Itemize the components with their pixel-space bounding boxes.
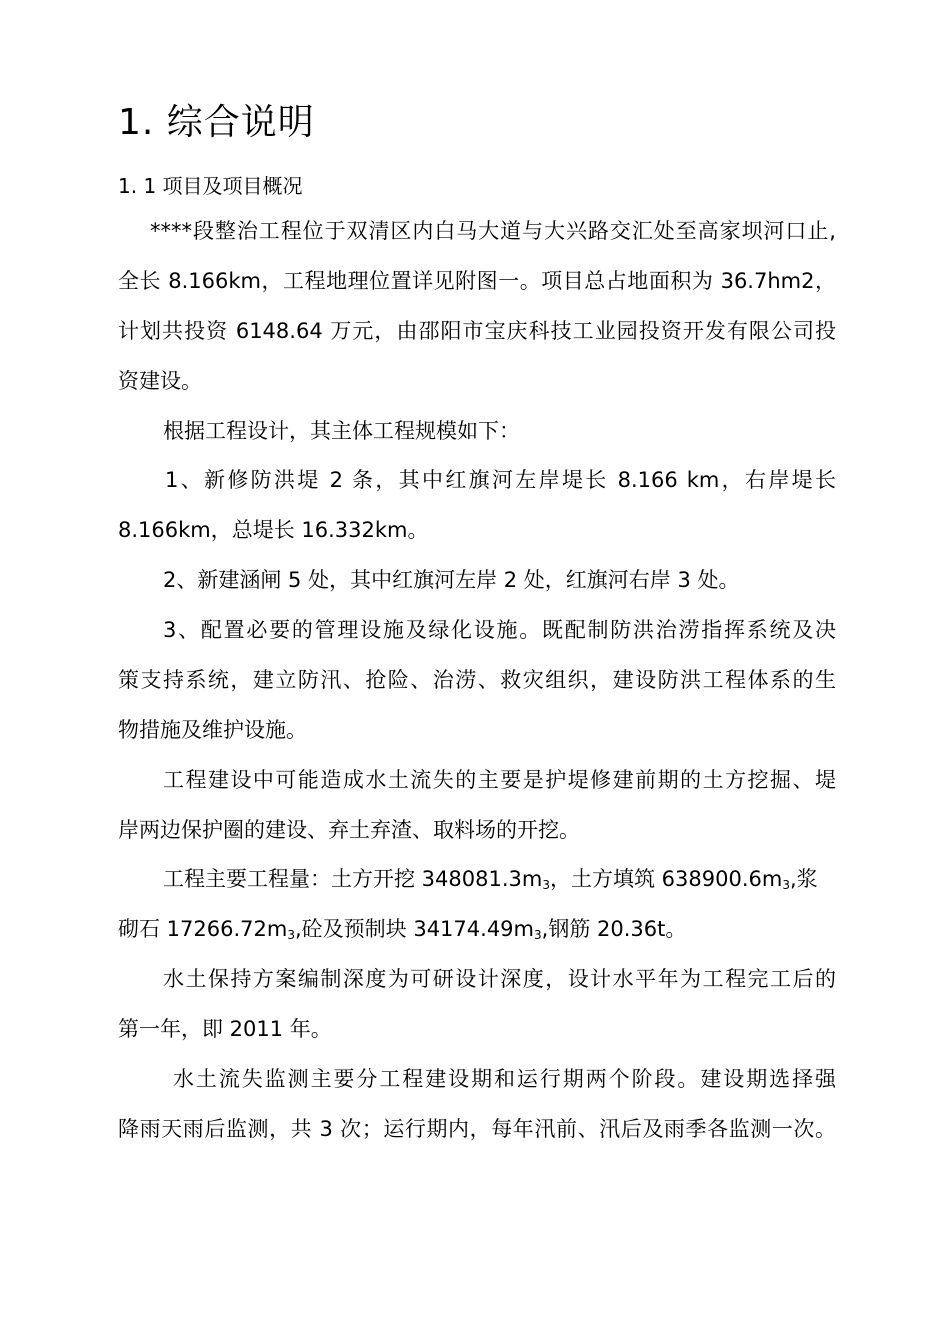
- paragraph-line: 计划共投资 6148.64 万元，由邵阳市宝庆科技工业园投资开发有限公司投: [118, 319, 836, 343]
- paragraph-line: 物措施及维护设施。: [118, 718, 307, 742]
- paragraph-line: 8.166km，总堤长 16.332km。: [118, 518, 429, 542]
- subscript: 3: [287, 928, 295, 942]
- paragraph-line: 资建设。: [118, 369, 202, 393]
- section-heading: 1. 综合说明: [118, 102, 315, 143]
- paragraph-line: 水土保持方案编制深度为可研设计深度，设计水平年为工程完工后的: [163, 967, 836, 991]
- paragraph-line: 策支持系统，建立防汛、抢险、治涝、救灾组织，建设防洪工程体系的生: [118, 668, 836, 692]
- paragraph-line: 降雨天雨后监测，共 3 次；运行期内，每年汛前、汛后及雨季各监测一次。: [118, 1117, 836, 1141]
- paragraph-line: ****段整治工程位于双清区内白马大道与大兴路交汇处至高家坝河口止,: [150, 219, 836, 243]
- text-run: ,钢筋 20.36t。: [541, 917, 687, 941]
- paragraph-line: 2、新建涵闸 5 处，其中红旗河左岸 2 处，红旗河右岸 3 处。: [163, 568, 740, 592]
- paragraph-line: 水土流失监测主要分工程建设期和运行期两个阶段。建设期选择强: [173, 1067, 836, 1091]
- subscript: 3: [534, 928, 542, 942]
- paragraph-line: 全长 8.166km，工程地理位置详见附图一。项目总占地面积为 36.7hm2，: [118, 269, 836, 293]
- text-run: 砌石 17266.72m: [118, 917, 288, 941]
- paragraph-line: 1、新修防洪堤 2 条，其中红旗河左岸堤长 8.166 km，右岸堤长: [165, 468, 836, 492]
- subscript: 3: [542, 878, 550, 892]
- text-run: ，土方填筑 638900.6m: [549, 867, 783, 891]
- text-run: ,浆: [789, 867, 818, 891]
- subsection-heading: 1. 1 项目及项目概况: [118, 174, 303, 198]
- paragraph-line: 第一年，即 2011 年。: [118, 1017, 332, 1041]
- paragraph-line: 根据工程设计，其主体工程规模如下：: [163, 419, 520, 443]
- paragraph-line-quantities: [163, 864, 818, 894]
- subscript: 3: [782, 878, 790, 892]
- paragraph-line: 3、配置必要的管理设施及绿化设施。既配制防洪治涝指挥系统及决: [163, 618, 836, 642]
- paragraph-line: 工程建设中可能造成水土流失的主要是护堤修建前期的土方挖掘、堤: [163, 768, 836, 792]
- text-run: ,砼及预制块 34174.49m: [294, 917, 534, 941]
- text-run: 工程主要工程量：土方开挖 348081.3m: [163, 867, 543, 891]
- paragraph-line: 岸两边保护圈的建设、弃土弃渣、取料场的开挖。: [118, 818, 580, 842]
- paragraph-line-quantities: [118, 914, 686, 944]
